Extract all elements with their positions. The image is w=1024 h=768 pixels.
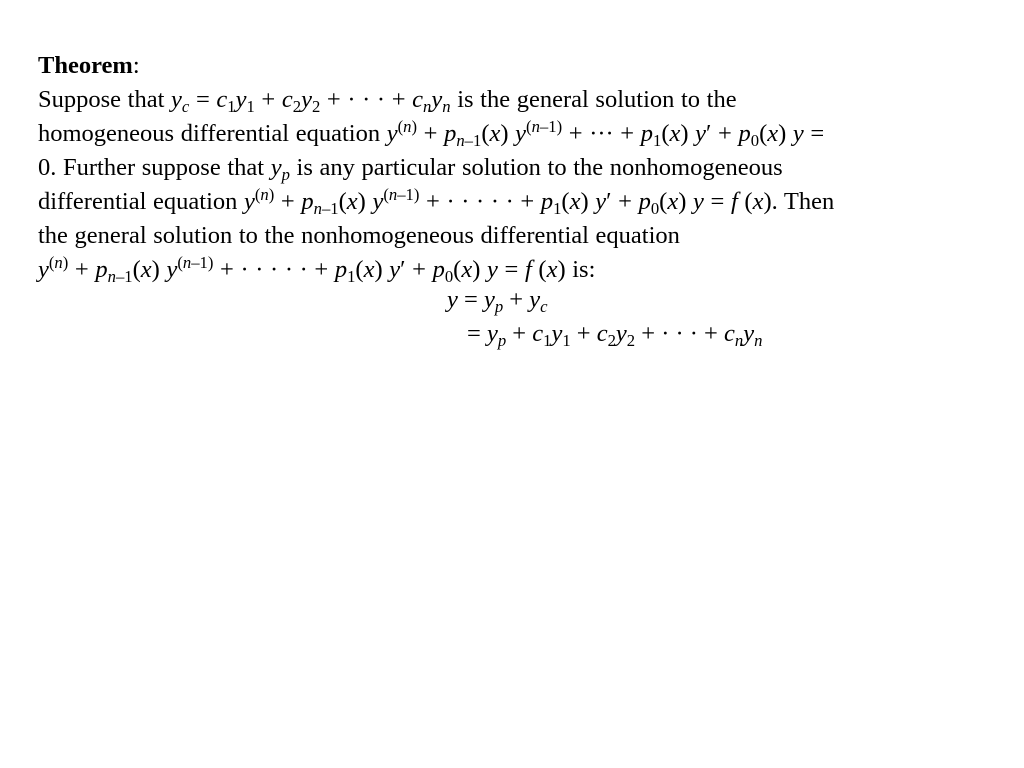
- general-solution-formula: $y_c = c_1y_1 + c_2y_2$ + · · · + $c_ny_n$: [171, 86, 451, 116]
- theorem-line-5: the general solution to the nonhomogeneous differential equation: [38, 222, 680, 249]
- nonhomogeneous-equation-repeat: $y^{(n)} + p_{n-1}(x) y^{(n-1)}$ + · · · · · + $p_1(x) y' + p_0(x) y = f$ (x): [38, 252, 566, 286]
- theorem-block: [38, 49, 988, 287]
- theorem-line-6: [38, 253, 988, 287]
- theorem-line-2: [38, 117, 988, 151]
- line4-suffix: . Then: [771, 188, 835, 215]
- theorem-heading-line: [38, 49, 988, 83]
- theorem-line-1: [38, 83, 988, 117]
- line2-prefix: homogeneous differential equation: [38, 120, 387, 147]
- line4-prefix: differential equation: [38, 188, 244, 215]
- line1-prefix: Suppose that: [38, 86, 172, 113]
- particular-solution-symbol: $y_p$: [270, 154, 290, 184]
- homogeneous-equation: $y^{(n)} + p_{n-1}(x) y^{(n-1)}$ + ··· + $p_1(x) y' + p_0(x) y$ =: [386, 116, 825, 150]
- line3-suffix: is any particular solution to the nonhomogeneous: [296, 154, 783, 181]
- result-equation-1: $y = y_p + y_c$: [447, 286, 548, 316]
- line1-suffix: is the general solution to the: [457, 86, 737, 113]
- theorem-line-4: [38, 185, 988, 219]
- line3-prefix: 0. Further suppose that: [38, 154, 271, 181]
- nonhomogeneous-equation: $y^{(n)} + p_{n-1}(x) y^{(n-1)}$ + · · · · · + $p_1(x) y' + p_0(x) y = f$ (x): [244, 184, 772, 218]
- theorem-colon: :: [132, 52, 140, 79]
- line6-suffix: is:: [572, 256, 596, 283]
- result-equation-2: = $y_p + c_1y_1 + c_2y_2$ + · · · + $c_ny_n$: [467, 320, 763, 350]
- theorem-line-3: [38, 151, 988, 185]
- theorem-heading: Theorem: [38, 52, 133, 79]
